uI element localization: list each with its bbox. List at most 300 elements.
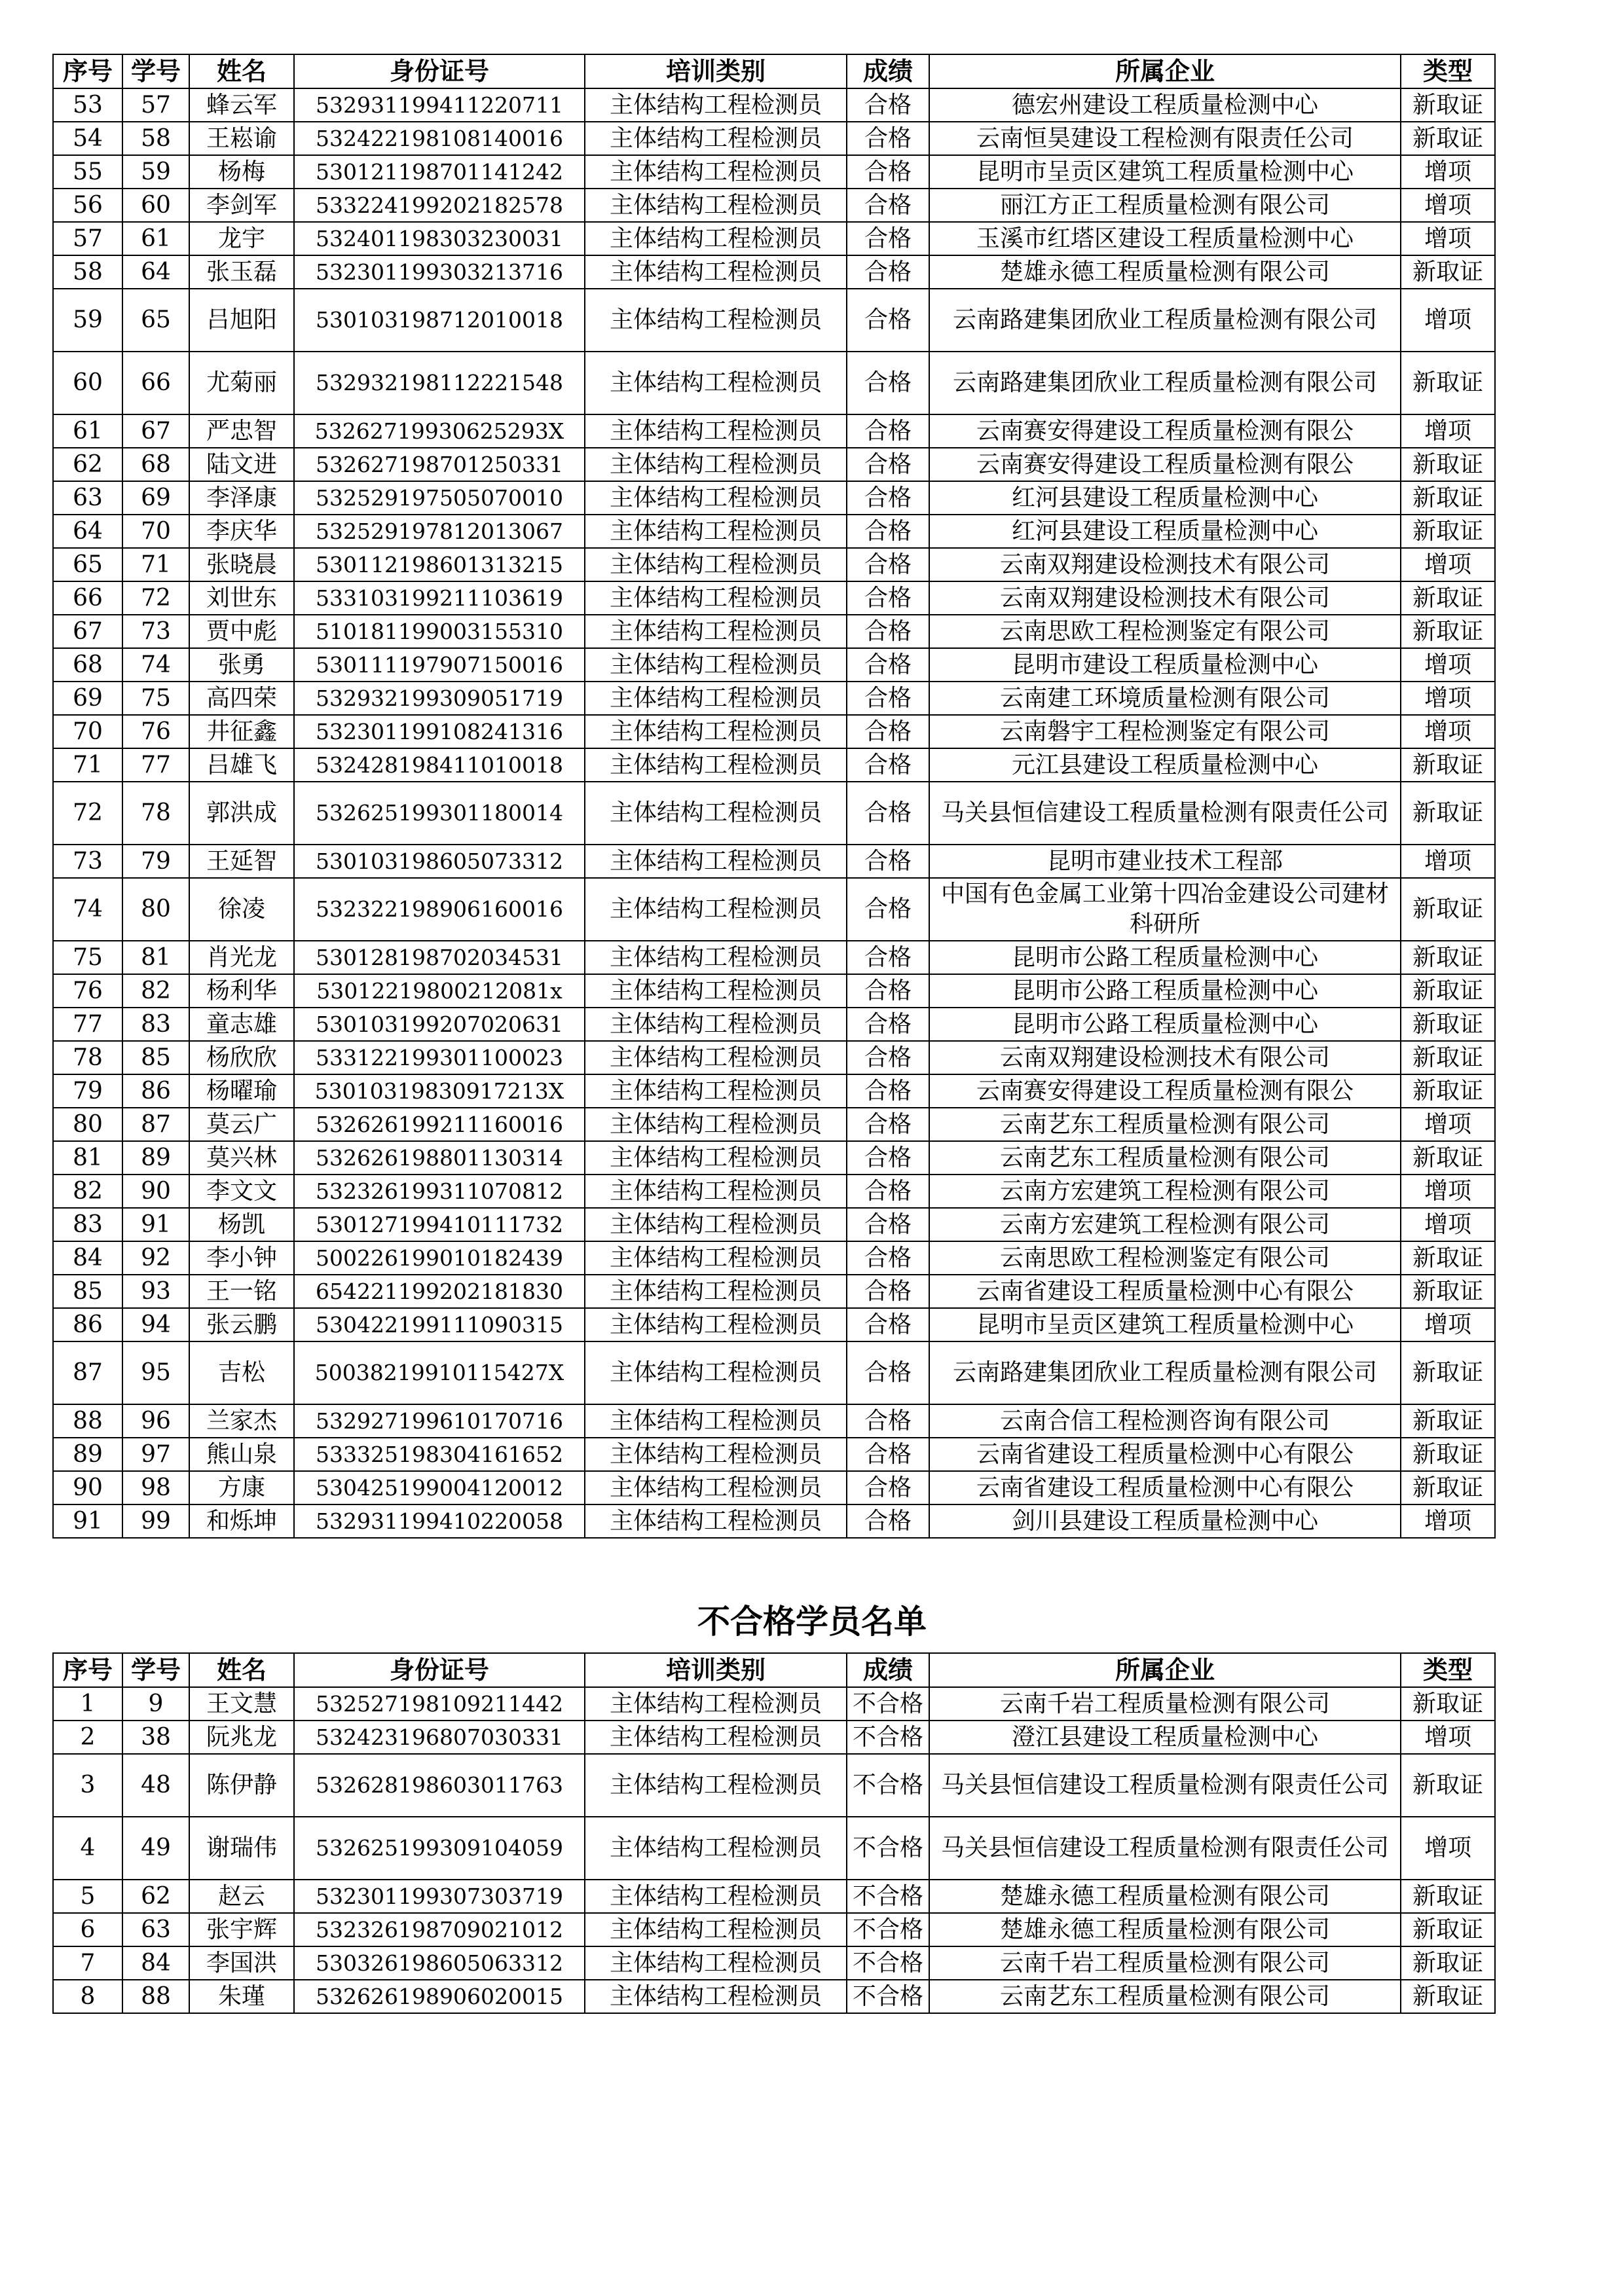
type-cell: 增项 <box>1401 155 1495 189</box>
result-cell: 合格 <box>847 1471 929 1504</box>
student-no-cell: 92 <box>122 1241 189 1275</box>
id-number-cell: 532428198411010018 <box>294 748 585 782</box>
table-header-row <box>53 54 1495 88</box>
company-cell: 云南恒昊建设工程检测有限责任公司 <box>929 122 1401 155</box>
id-number-cell: 533103199211103619 <box>294 581 585 615</box>
name-cell: 杨曜瑜 <box>189 1074 294 1108</box>
seq-cell: 85 <box>53 1275 122 1308</box>
student-no-cell: 73 <box>122 615 189 648</box>
name-cell: 杨梅 <box>189 155 294 189</box>
failed-table-body <box>53 1687 1495 2013</box>
type-cell: 新取证 <box>1401 1141 1495 1175</box>
table-row <box>53 1308 1495 1341</box>
company-cell: 云南赛安得建设工程质量检测有限公 <box>929 448 1401 481</box>
result-cell: 合格 <box>847 1108 929 1141</box>
company-cell: 云南双翔建设检测技术有限公司 <box>929 548 1401 581</box>
company-cell: 元江县建设工程质量检测中心 <box>929 748 1401 782</box>
result-cell: 合格 <box>847 878 929 941</box>
type-cell: 增项 <box>1401 1504 1495 1538</box>
type-cell: 增项 <box>1401 1721 1495 1754</box>
seq-cell: 91 <box>53 1504 122 1538</box>
name-cell: 高四荣 <box>189 682 294 715</box>
company-cell: 楚雄永德工程质量检测有限公司 <box>929 255 1401 289</box>
table-row <box>53 782 1495 845</box>
id-number-cell: 532625199301180014 <box>294 782 585 845</box>
seq-cell: 68 <box>53 648 122 682</box>
table-row <box>53 255 1495 289</box>
id-number-cell: 532931199411220711 <box>294 88 585 122</box>
training-category-cell: 主体结构工程检测员 <box>585 289 847 352</box>
type-cell: 新取证 <box>1401 1241 1495 1275</box>
result-cell: 合格 <box>847 1241 929 1275</box>
id-number-cell: 530127199410111732 <box>294 1208 585 1241</box>
table-row <box>53 1141 1495 1175</box>
name-cell: 井征鑫 <box>189 715 294 748</box>
table-row <box>53 1074 1495 1108</box>
result-cell: 合格 <box>847 1275 929 1308</box>
name-cell: 王文慧 <box>189 1687 294 1721</box>
id-number-cell: 532529197812013067 <box>294 515 585 548</box>
training-category-cell: 主体结构工程检测员 <box>585 1817 847 1880</box>
seq-cell: 69 <box>53 682 122 715</box>
table-row <box>53 1913 1495 1946</box>
table-row <box>53 1504 1495 1538</box>
student-no-cell: 72 <box>122 581 189 615</box>
result-cell: 合格 <box>847 352 929 414</box>
training-category-cell: 主体结构工程检测员 <box>585 615 847 648</box>
student-no-cell: 91 <box>122 1208 189 1241</box>
student-no-cell: 48 <box>122 1754 189 1817</box>
name-cell: 李小钟 <box>189 1241 294 1275</box>
id-number-cell: 532322198906160016 <box>294 878 585 941</box>
company-cell: 红河县建设工程质量检测中心 <box>929 515 1401 548</box>
type-cell: 新取证 <box>1401 481 1495 515</box>
id-number-cell: 532422198108140016 <box>294 122 585 155</box>
type-cell: 新取证 <box>1401 255 1495 289</box>
training-category-cell: 主体结构工程检测员 <box>585 682 847 715</box>
type-cell: 新取证 <box>1401 1913 1495 1946</box>
seq-cell: 57 <box>53 222 122 255</box>
type-cell: 增项 <box>1401 1175 1495 1208</box>
training-category-cell: 主体结构工程检测员 <box>585 1308 847 1341</box>
training-category-cell: 主体结构工程检测员 <box>585 878 847 941</box>
company-cell: 昆明市建设工程质量检测中心 <box>929 648 1401 682</box>
type-cell: 增项 <box>1401 414 1495 448</box>
type-cell: 增项 <box>1401 1108 1495 1141</box>
name-cell: 朱瑾 <box>189 1980 294 2013</box>
company-cell: 云南千岩工程质量检测有限公司 <box>929 1946 1401 1980</box>
name-cell: 兰家杰 <box>189 1404 294 1438</box>
column-header: 身份证号 <box>294 1653 585 1687</box>
result-cell: 合格 <box>847 845 929 878</box>
result-cell: 不合格 <box>847 1687 929 1721</box>
type-cell: 增项 <box>1401 189 1495 222</box>
column-header: 学号 <box>122 1653 189 1687</box>
id-number-cell: 533325198304161652 <box>294 1438 585 1471</box>
failed-students-table <box>52 1652 1496 2014</box>
result-cell: 合格 <box>847 255 929 289</box>
table-row <box>53 1438 1495 1471</box>
seq-cell: 67 <box>53 615 122 648</box>
column-header: 培训类别 <box>585 1653 847 1687</box>
name-cell: 杨欣欣 <box>189 1041 294 1074</box>
id-number-cell: 654221199202181830 <box>294 1275 585 1308</box>
seq-cell: 4 <box>53 1817 122 1880</box>
name-cell: 严忠智 <box>189 414 294 448</box>
training-category-cell: 主体结构工程检测员 <box>585 715 847 748</box>
name-cell: 方康 <box>189 1471 294 1504</box>
id-number-cell: 532626198801130314 <box>294 1141 585 1175</box>
student-no-cell: 84 <box>122 1946 189 1980</box>
id-number-cell: 532626199211160016 <box>294 1108 585 1141</box>
id-number-cell: 532931199410220058 <box>294 1504 585 1538</box>
type-cell: 增项 <box>1401 648 1495 682</box>
name-cell: 张晓晨 <box>189 548 294 581</box>
table-row <box>53 1008 1495 1041</box>
company-cell: 昆明市公路工程质量检测中心 <box>929 974 1401 1008</box>
student-no-cell: 62 <box>122 1880 189 1913</box>
table-row <box>53 1817 1495 1880</box>
company-cell: 云南赛安得建设工程质量检测有限公 <box>929 1074 1401 1108</box>
id-number-cell: 530103198712010018 <box>294 289 585 352</box>
company-cell: 玉溪市红塔区建设工程质量检测中心 <box>929 222 1401 255</box>
seq-cell: 2 <box>53 1721 122 1754</box>
table-row <box>53 1721 1495 1754</box>
name-cell: 杨凯 <box>189 1208 294 1241</box>
company-cell: 云南建工环境质量检测有限公司 <box>929 682 1401 715</box>
training-category-cell: 主体结构工程检测员 <box>585 222 847 255</box>
training-category-cell: 主体结构工程检测员 <box>585 448 847 481</box>
company-cell: 云南思欧工程检测鉴定有限公司 <box>929 615 1401 648</box>
id-number-cell: 532301199303213716 <box>294 255 585 289</box>
seq-cell: 59 <box>53 289 122 352</box>
table-row <box>53 189 1495 222</box>
table-row <box>53 1241 1495 1275</box>
id-number-cell: 532625199309104059 <box>294 1817 585 1880</box>
name-cell: 和烁坤 <box>189 1504 294 1538</box>
type-cell: 新取证 <box>1401 515 1495 548</box>
seq-cell: 72 <box>53 782 122 845</box>
training-category-cell: 主体结构工程检测员 <box>585 1141 847 1175</box>
table-row <box>53 845 1495 878</box>
name-cell: 李泽康 <box>189 481 294 515</box>
student-no-cell: 67 <box>122 414 189 448</box>
id-number-cell: 532401198303230031 <box>294 222 585 255</box>
company-cell: 昆明市建业技术工程部 <box>929 845 1401 878</box>
table-row <box>53 88 1495 122</box>
student-no-cell: 90 <box>122 1175 189 1208</box>
company-cell: 昆明市公路工程质量检测中心 <box>929 941 1401 974</box>
table-row <box>53 1275 1495 1308</box>
id-number-cell: 532932199309051719 <box>294 682 585 715</box>
training-category-cell: 主体结构工程检测员 <box>585 1175 847 1208</box>
student-no-cell: 63 <box>122 1913 189 1946</box>
table-row <box>53 1946 1495 1980</box>
id-number-cell: 530103199207020631 <box>294 1008 585 1041</box>
passed-table-body <box>53 88 1495 1538</box>
student-no-cell: 71 <box>122 548 189 581</box>
result-cell: 合格 <box>847 515 929 548</box>
company-cell: 云南合信工程检测咨询有限公司 <box>929 1404 1401 1438</box>
training-category-cell: 主体结构工程检测员 <box>585 1241 847 1275</box>
name-cell: 蜂云军 <box>189 88 294 122</box>
table-row <box>53 1687 1495 1721</box>
seq-cell: 77 <box>53 1008 122 1041</box>
company-cell: 中国有色金属工业第十四冶金建设公司建材科研所 <box>929 878 1401 941</box>
seq-cell: 75 <box>53 941 122 974</box>
name-cell: 王一铭 <box>189 1275 294 1308</box>
company-cell: 云南路建集团欣业工程质量检测有限公司 <box>929 289 1401 352</box>
type-cell: 新取证 <box>1401 1754 1495 1817</box>
training-category-cell: 主体结构工程检测员 <box>585 1208 847 1241</box>
student-no-cell: 76 <box>122 715 189 748</box>
result-cell: 合格 <box>847 1341 929 1404</box>
training-category-cell: 主体结构工程检测员 <box>585 845 847 878</box>
training-category-cell: 主体结构工程检测员 <box>585 941 847 974</box>
id-number-cell: 53010319830917213X <box>294 1074 585 1108</box>
id-number-cell: 530128198702034531 <box>294 941 585 974</box>
name-cell: 李剑军 <box>189 189 294 222</box>
student-no-cell: 79 <box>122 845 189 878</box>
result-cell: 合格 <box>847 289 929 352</box>
student-no-cell: 97 <box>122 1438 189 1471</box>
student-no-cell: 49 <box>122 1817 189 1880</box>
student-no-cell: 86 <box>122 1074 189 1108</box>
seq-cell: 56 <box>53 189 122 222</box>
table-row <box>53 289 1495 352</box>
seq-cell: 73 <box>53 845 122 878</box>
company-cell: 马关县恒信建设工程质量检测有限责任公司 <box>929 1754 1401 1817</box>
seq-cell: 3 <box>53 1754 122 1817</box>
training-category-cell: 主体结构工程检测员 <box>585 189 847 222</box>
company-cell: 云南双翔建设检测技术有限公司 <box>929 581 1401 615</box>
type-cell: 增项 <box>1401 289 1495 352</box>
company-cell: 昆明市呈贡区建筑工程质量检测中心 <box>929 155 1401 189</box>
id-number-cell: 510181199003155310 <box>294 615 585 648</box>
name-cell: 阮兆龙 <box>189 1721 294 1754</box>
result-cell: 合格 <box>847 1041 929 1074</box>
table-row <box>53 548 1495 581</box>
result-cell: 合格 <box>847 414 929 448</box>
seq-cell: 78 <box>53 1041 122 1074</box>
name-cell: 龙宇 <box>189 222 294 255</box>
type-cell: 增项 <box>1401 682 1495 715</box>
name-cell: 刘世东 <box>189 581 294 615</box>
table-row <box>53 581 1495 615</box>
name-cell: 张勇 <box>189 648 294 682</box>
name-cell: 吕旭阳 <box>189 289 294 352</box>
id-number-cell: 500226199010182439 <box>294 1241 585 1275</box>
table-row <box>53 481 1495 515</box>
company-cell: 云南省建设工程质量检测中心有限公 <box>929 1471 1401 1504</box>
type-cell: 增项 <box>1401 715 1495 748</box>
student-no-cell: 78 <box>122 782 189 845</box>
training-category-cell: 主体结构工程检测员 <box>585 1008 847 1041</box>
student-no-cell: 94 <box>122 1308 189 1341</box>
name-cell: 李庆华 <box>189 515 294 548</box>
result-cell: 合格 <box>847 1504 929 1538</box>
training-category-cell: 主体结构工程检测员 <box>585 1438 847 1471</box>
table-header-row <box>53 1653 1495 1687</box>
result-cell: 合格 <box>847 222 929 255</box>
student-no-cell: 83 <box>122 1008 189 1041</box>
training-category-cell: 主体结构工程检测员 <box>585 155 847 189</box>
column-header: 成绩 <box>847 1653 929 1687</box>
table-row <box>53 715 1495 748</box>
result-cell: 合格 <box>847 1074 929 1108</box>
type-cell: 增项 <box>1401 1308 1495 1341</box>
result-cell: 合格 <box>847 1008 929 1041</box>
seq-cell: 63 <box>53 481 122 515</box>
type-cell: 新取证 <box>1401 581 1495 615</box>
result-cell: 不合格 <box>847 1817 929 1880</box>
column-header: 培训类别 <box>585 54 847 88</box>
result-cell: 合格 <box>847 974 929 1008</box>
failed-list-title: 不合格学员名单 <box>697 1603 927 1641</box>
seq-cell: 81 <box>53 1141 122 1175</box>
training-category-cell: 主体结构工程检测员 <box>585 88 847 122</box>
result-cell: 合格 <box>847 615 929 648</box>
type-cell: 新取证 <box>1401 1471 1495 1504</box>
table-row <box>53 615 1495 648</box>
student-no-cell: 69 <box>122 481 189 515</box>
company-cell: 云南艺东工程质量检测有限公司 <box>929 1108 1401 1141</box>
result-cell: 合格 <box>847 122 929 155</box>
seq-cell: 62 <box>53 448 122 481</box>
company-cell: 云南路建集团欣业工程质量检测有限公司 <box>929 1341 1401 1404</box>
training-category-cell: 主体结构工程检测员 <box>585 352 847 414</box>
company-cell: 剑川县建设工程质量检测中心 <box>929 1504 1401 1538</box>
training-category-cell: 主体结构工程检测员 <box>585 515 847 548</box>
student-no-cell: 61 <box>122 222 189 255</box>
table-row <box>53 515 1495 548</box>
student-no-cell: 88 <box>122 1980 189 2013</box>
table-row <box>53 155 1495 189</box>
training-category-cell: 主体结构工程检测员 <box>585 581 847 615</box>
seq-cell: 70 <box>53 715 122 748</box>
seq-cell: 53 <box>53 88 122 122</box>
company-cell: 楚雄永德工程质量检测有限公司 <box>929 1913 1401 1946</box>
seq-cell: 74 <box>53 878 122 941</box>
company-cell: 云南方宏建筑工程检测有限公司 <box>929 1175 1401 1208</box>
table-row <box>53 941 1495 974</box>
seq-cell: 86 <box>53 1308 122 1341</box>
student-no-cell: 82 <box>122 974 189 1008</box>
id-number-cell: 530112198601313215 <box>294 548 585 581</box>
student-no-cell: 68 <box>122 448 189 481</box>
result-cell: 合格 <box>847 941 929 974</box>
table-row <box>53 1175 1495 1208</box>
table-row <box>53 1980 1495 2013</box>
seq-cell: 84 <box>53 1241 122 1275</box>
id-number-cell: 532627198701250331 <box>294 448 585 481</box>
id-number-cell: 532326199311070812 <box>294 1175 585 1208</box>
result-cell: 合格 <box>847 748 929 782</box>
column-header: 类型 <box>1401 1653 1495 1687</box>
name-cell: 吕雄飞 <box>189 748 294 782</box>
result-cell: 不合格 <box>847 1946 929 1980</box>
column-header: 类型 <box>1401 54 1495 88</box>
seq-cell: 1 <box>53 1687 122 1721</box>
name-cell: 李文文 <box>189 1175 294 1208</box>
result-cell: 不合格 <box>847 1721 929 1754</box>
name-cell: 王崧谕 <box>189 122 294 155</box>
student-no-cell: 85 <box>122 1041 189 1074</box>
column-header: 所属企业 <box>929 1653 1401 1687</box>
company-cell: 红河县建设工程质量检测中心 <box>929 481 1401 515</box>
type-cell: 新取证 <box>1401 782 1495 845</box>
training-category-cell: 主体结构工程检测员 <box>585 782 847 845</box>
type-cell: 增项 <box>1401 222 1495 255</box>
seq-cell: 8 <box>53 1980 122 2013</box>
table-row <box>53 1471 1495 1504</box>
training-category-cell: 主体结构工程检测员 <box>585 122 847 155</box>
company-cell: 云南磐宇工程检测鉴定有限公司 <box>929 715 1401 748</box>
seq-cell: 87 <box>53 1341 122 1404</box>
result-cell: 合格 <box>847 155 929 189</box>
table-row <box>53 222 1495 255</box>
seq-cell: 6 <box>53 1913 122 1946</box>
student-no-cell: 74 <box>122 648 189 682</box>
result-cell: 合格 <box>847 1308 929 1341</box>
id-number-cell: 532927199610170716 <box>294 1404 585 1438</box>
student-no-cell: 80 <box>122 878 189 941</box>
student-no-cell: 89 <box>122 1141 189 1175</box>
result-cell: 合格 <box>847 581 929 615</box>
name-cell: 张云鹏 <box>189 1308 294 1341</box>
result-cell: 合格 <box>847 782 929 845</box>
student-no-cell: 70 <box>122 515 189 548</box>
name-cell: 李国洪 <box>189 1946 294 1980</box>
table-row <box>53 648 1495 682</box>
type-cell: 新取证 <box>1401 974 1495 1008</box>
id-number-cell: 532301199108241316 <box>294 715 585 748</box>
id-number-cell: 530422199111090315 <box>294 1308 585 1341</box>
id-number-cell: 533224199202182578 <box>294 189 585 222</box>
table-row <box>53 448 1495 481</box>
seq-cell: 79 <box>53 1074 122 1108</box>
name-cell: 熊山泉 <box>189 1438 294 1471</box>
student-no-cell: 9 <box>122 1687 189 1721</box>
type-cell: 新取证 <box>1401 1880 1495 1913</box>
training-category-cell: 主体结构工程检测员 <box>585 1880 847 1913</box>
column-header: 序号 <box>53 1653 122 1687</box>
company-cell: 云南思欧工程检测鉴定有限公司 <box>929 1241 1401 1275</box>
company-cell: 丽江方正工程质量检测有限公司 <box>929 189 1401 222</box>
result-cell: 不合格 <box>847 1880 929 1913</box>
result-cell: 合格 <box>847 1404 929 1438</box>
seq-cell: 80 <box>53 1108 122 1141</box>
id-number-cell: 530326198605063312 <box>294 1946 585 1980</box>
type-cell: 新取证 <box>1401 748 1495 782</box>
result-cell: 合格 <box>847 1438 929 1471</box>
id-number-cell: 532423196807030331 <box>294 1721 585 1754</box>
type-cell: 新取证 <box>1401 1275 1495 1308</box>
seq-cell: 83 <box>53 1208 122 1241</box>
training-category-cell: 主体结构工程检测员 <box>585 1980 847 2013</box>
name-cell: 郭洪成 <box>189 782 294 845</box>
seq-cell: 65 <box>53 548 122 581</box>
table-row <box>53 1754 1495 1817</box>
training-category-cell: 主体结构工程检测员 <box>585 1721 847 1754</box>
training-category-cell: 主体结构工程检测员 <box>585 1913 847 1946</box>
type-cell: 增项 <box>1401 845 1495 878</box>
student-no-cell: 98 <box>122 1471 189 1504</box>
table-row <box>53 974 1495 1008</box>
training-category-cell: 主体结构工程检测员 <box>585 481 847 515</box>
student-no-cell: 75 <box>122 682 189 715</box>
result-cell: 合格 <box>847 88 929 122</box>
